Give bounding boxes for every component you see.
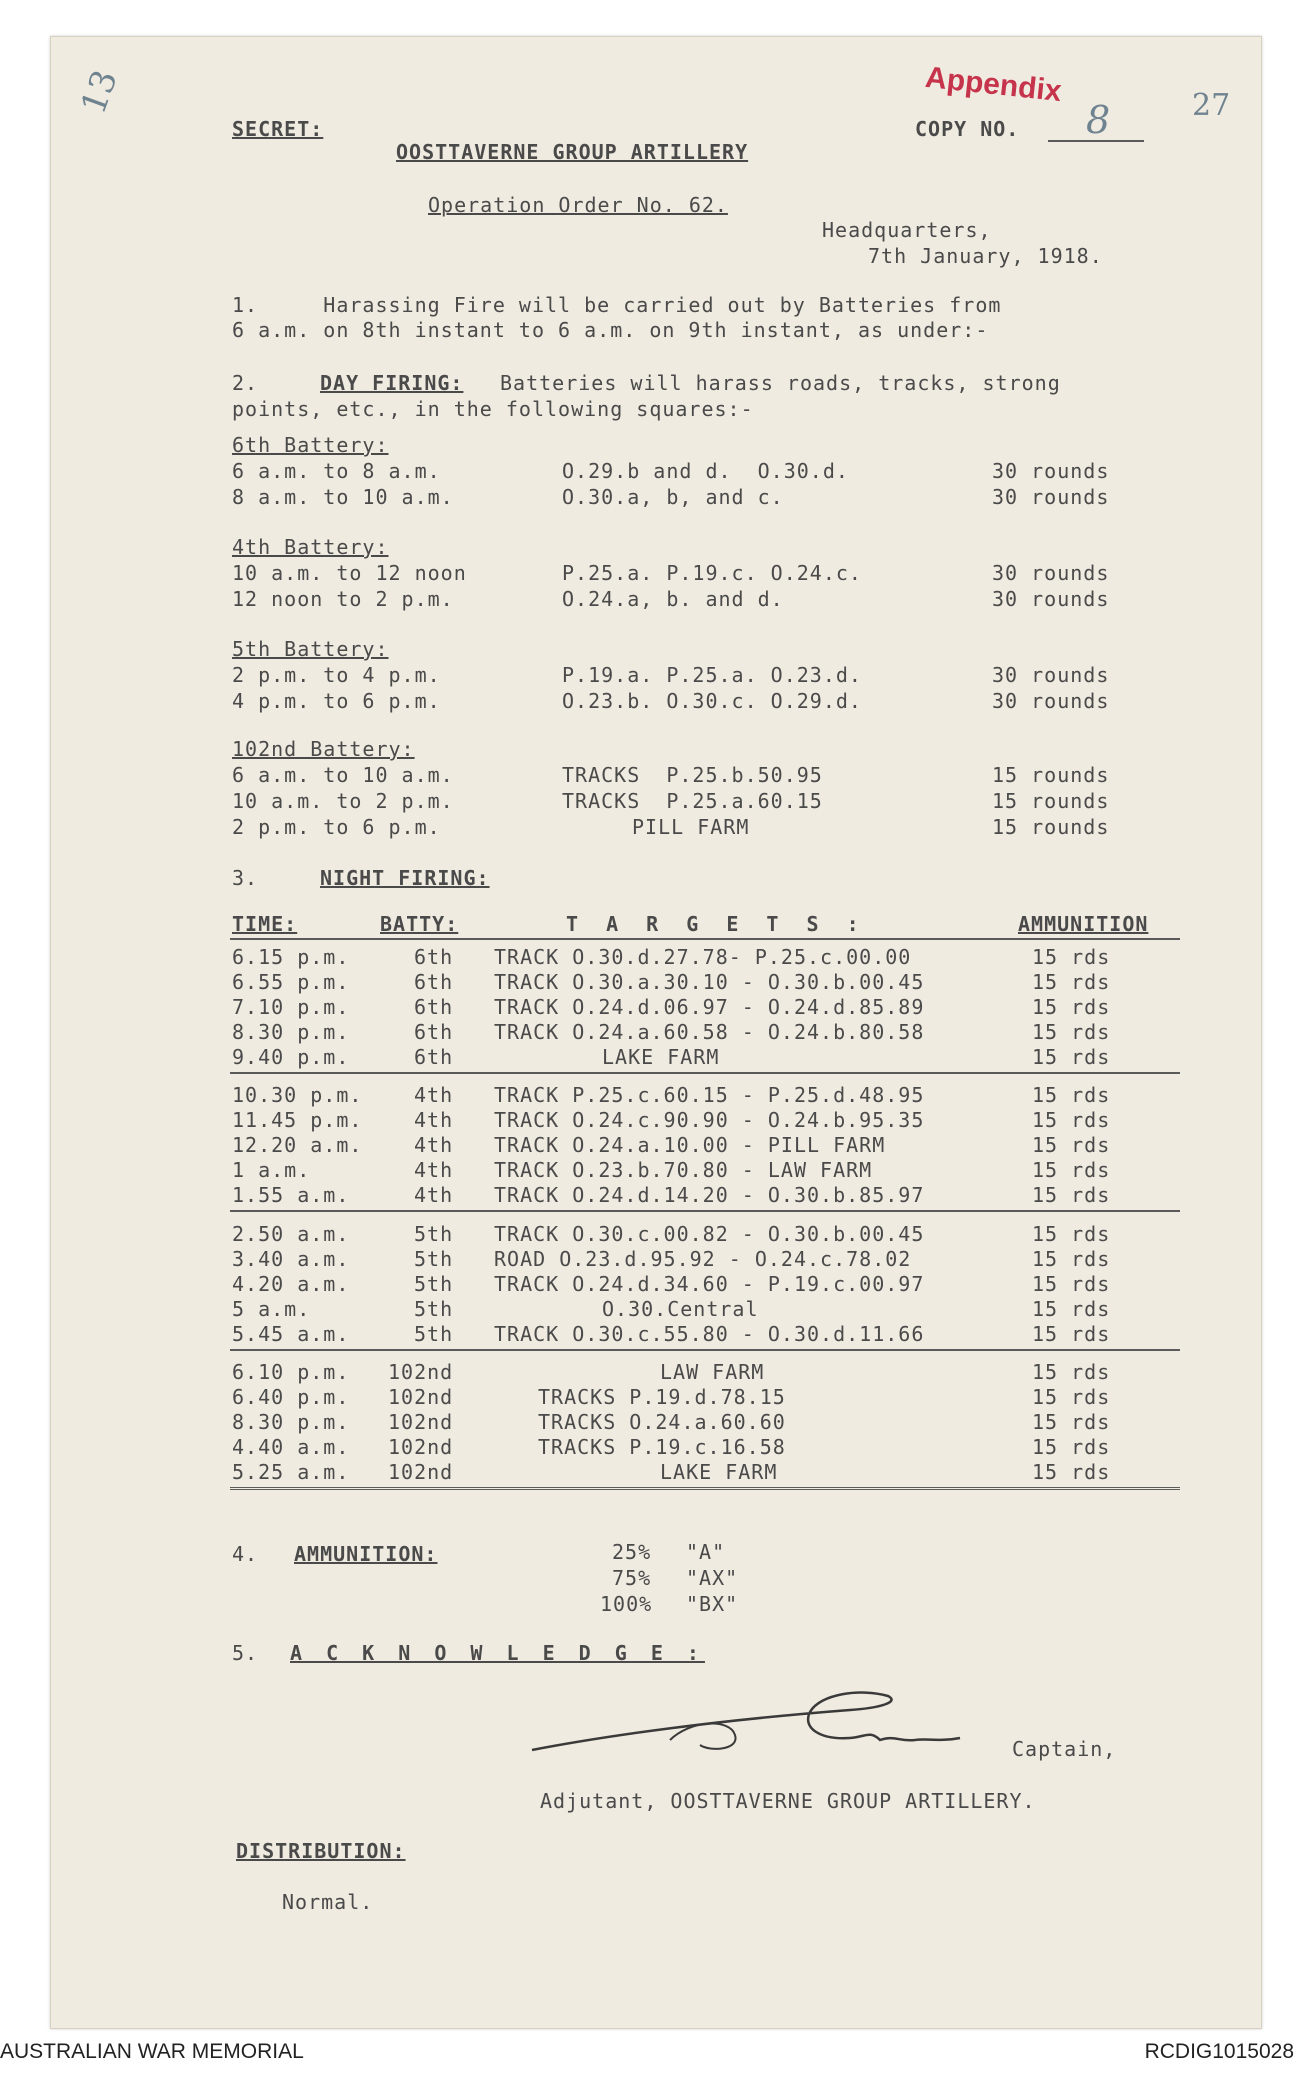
day-firing-row: [232, 763, 1132, 789]
battery-heading: 4th Battery:: [232, 535, 389, 559]
night-firing-row: [232, 1297, 1132, 1323]
night-time: 5.25 a.m.: [232, 1460, 350, 1484]
copy-number: 8: [1086, 98, 1111, 142]
day-squares: PILL FARM: [632, 815, 750, 839]
night-time: 12.20 a.m.: [232, 1133, 363, 1157]
ammo-percent: 25%: [612, 1540, 652, 1564]
day-rounds: 15 rounds: [992, 789, 1110, 813]
night-ammo: 15 rds: [1032, 970, 1111, 994]
night-battery: 5th: [414, 1297, 454, 1321]
night-firing-row: [232, 1460, 1132, 1486]
night-battery: 4th: [414, 1183, 454, 1207]
night-firing-row: [232, 1020, 1132, 1046]
day-squares: O.23.b. O.30.c. O.29.d.: [562, 689, 862, 713]
battery-heading: 102nd Battery:: [232, 737, 415, 761]
night-time: 10.30 p.m.: [232, 1083, 363, 1107]
document-title: OOSTTAVERNE GROUP ARTILLERY: [396, 140, 749, 164]
para2-line1: Batteries will harass roads, tracks, strong: [500, 371, 1061, 395]
acknowledge-heading: A C K N O W L E D G E :: [290, 1641, 705, 1665]
day-squares: TRACKS P.25.b.50.95: [562, 763, 823, 787]
night-firing-row: [232, 1222, 1132, 1248]
night-target: TRACK P.25.c.60.15 - P.25.d.48.95: [494, 1083, 925, 1107]
night-firing-row: [232, 1133, 1132, 1159]
night-battery: 6th: [414, 1020, 454, 1044]
day-rounds: 30 rounds: [992, 663, 1110, 687]
day-squares: O.29.b and d. O.30.d.: [562, 459, 849, 483]
night-time: 6.55 p.m.: [232, 970, 350, 994]
night-battery: 6th: [414, 970, 454, 994]
secret-label: SECRET:: [232, 117, 324, 141]
hq-label: Headquarters,: [822, 218, 992, 242]
night-ammo: 15 rds: [1032, 1108, 1111, 1132]
night-firing-row: [232, 1385, 1132, 1411]
day-squares: O.30.a, b, and c.: [562, 485, 784, 509]
night-target: TRACK O.24.d.06.97 - O.24.d.85.89: [494, 995, 925, 1019]
day-firing-row: [232, 459, 1132, 485]
night-ammo: 15 rds: [1032, 1272, 1111, 1296]
night-time: 11.45 p.m.: [232, 1108, 363, 1132]
night-ammo: 15 rds: [1032, 1435, 1111, 1459]
day-time: 10 a.m. to 2 p.m.: [232, 789, 454, 813]
para1-line2: 6 a.m. on 8th instant to 6 a.m. on 9th instant, as under:-: [232, 318, 989, 342]
night-target: LAW FARM: [660, 1360, 765, 1384]
group-separator: [230, 1210, 1180, 1212]
para2-number: 2.: [232, 371, 259, 395]
distribution-heading: DISTRIBUTION:: [236, 1839, 406, 1863]
day-rounds: 30 rounds: [992, 587, 1110, 611]
night-target: LAKE FARM: [660, 1460, 778, 1484]
night-time: 6.15 p.m.: [232, 945, 350, 969]
day-rounds: 15 rounds: [992, 815, 1110, 839]
group-separator: [230, 1072, 1180, 1074]
day-firing-row: [232, 663, 1132, 689]
night-firing-row: [232, 970, 1132, 996]
night-ammo: 15 rds: [1032, 1297, 1111, 1321]
night-ammo: 15 rds: [1032, 1247, 1111, 1271]
night-ammo: 15 rds: [1032, 1020, 1111, 1044]
night-firing-row: [232, 1360, 1132, 1386]
day-firing-row: [232, 485, 1132, 511]
night-firing-row: [232, 1322, 1132, 1348]
para5-number: 5.: [232, 1641, 259, 1665]
night-firing-row: [232, 1410, 1132, 1436]
group-separator: [230, 1349, 1180, 1351]
night-ammo: 15 rds: [1032, 1460, 1111, 1484]
footer-left: AUSTRALIAN WAR MEMORIAL: [0, 2040, 304, 2063]
night-target: ROAD O.23.d.95.92 - O.24.c.78.02: [494, 1247, 912, 1271]
night-battery: 5th: [414, 1247, 454, 1271]
night-target: TRACK O.24.d.34.60 - P.19.c.00.97: [494, 1272, 925, 1296]
night-time: 7.10 p.m.: [232, 995, 350, 1019]
day-rounds: 30 rounds: [992, 485, 1110, 509]
night-target: LAKE FARM: [602, 1045, 720, 1069]
night-battery: 102nd: [388, 1410, 454, 1434]
para2-line2: points, etc., in the following squares:-: [232, 397, 754, 421]
day-time: 10 a.m. to 12 noon: [232, 561, 467, 585]
day-time: 8 a.m. to 10 a.m.: [232, 485, 454, 509]
night-time: 5 a.m.: [232, 1297, 311, 1321]
signature-position: Adjutant, OOSTTAVERNE GROUP ARTILLERY.: [540, 1789, 1036, 1813]
ammunition-heading: AMMUNITION:: [294, 1542, 438, 1566]
night-ammo: 15 rds: [1032, 1133, 1111, 1157]
day-firing-row: [232, 815, 1132, 841]
day-time: 2 p.m. to 4 p.m.: [232, 663, 441, 687]
para3-number: 3.: [232, 866, 259, 890]
night-firing-row: [232, 1108, 1132, 1134]
night-battery: 4th: [414, 1133, 454, 1157]
group-separator: [230, 1487, 1180, 1490]
col-time: TIME:: [232, 912, 298, 936]
battery-heading: 5th Battery:: [232, 637, 389, 661]
night-time: 4.20 a.m.: [232, 1272, 350, 1296]
footer-right: RCDIG1015028: [1144, 2040, 1294, 2063]
night-firing-row: [232, 945, 1132, 971]
night-ammo: 15 rds: [1032, 1083, 1111, 1107]
night-time: 1 a.m.: [232, 1158, 311, 1182]
night-header-rule: [230, 938, 1180, 940]
ammo-type: "BX": [686, 1592, 739, 1616]
night-battery: 6th: [414, 945, 454, 969]
night-battery: 5th: [414, 1272, 454, 1296]
night-time: 6.10 p.m.: [232, 1360, 350, 1384]
night-target: TRACKS O.24.a.60.60: [538, 1410, 786, 1434]
night-ammo: 15 rds: [1032, 1360, 1111, 1384]
night-battery: 5th: [414, 1222, 454, 1246]
day-firing-row: [232, 587, 1132, 613]
day-time: 6 a.m. to 8 a.m.: [232, 459, 441, 483]
night-time: 3.40 a.m.: [232, 1247, 350, 1271]
para4-number: 4.: [232, 1542, 259, 1566]
col-batty: BATTY:: [380, 912, 459, 936]
night-ammo: 15 rds: [1032, 1222, 1111, 1246]
night-battery: 6th: [414, 1045, 454, 1069]
day-firing-row: [232, 689, 1132, 715]
night-firing-row: [232, 1158, 1132, 1184]
night-ammo: 15 rds: [1032, 1183, 1111, 1207]
night-ammo: 15 rds: [1032, 1322, 1111, 1346]
night-target: TRACK O.24.d.14.20 - O.30.b.85.97: [494, 1183, 925, 1207]
night-firing-row: [232, 1272, 1132, 1298]
night-time: 1.55 a.m.: [232, 1183, 350, 1207]
night-ammo: 15 rds: [1032, 1158, 1111, 1182]
night-battery: 102nd: [388, 1385, 454, 1409]
night-target: TRACK O.30.c.00.82 - O.30.b.00.45: [494, 1222, 925, 1246]
night-target: TRACK O.23.b.70.80 - LAW FARM: [494, 1158, 873, 1182]
battery-heading: 6th Battery:: [232, 433, 389, 457]
night-time: 6.40 p.m.: [232, 1385, 350, 1409]
day-squares: P.19.a. P.25.a. O.23.d.: [562, 663, 862, 687]
day-squares: TRACKS P.25.a.60.15: [562, 789, 823, 813]
ammo-percent: 75%: [612, 1566, 652, 1590]
night-target: TRACK O.24.c.90.90 - O.24.b.95.35: [494, 1108, 925, 1132]
night-time: 8.30 p.m.: [232, 1410, 350, 1434]
page-number-left: 13: [73, 64, 126, 120]
night-target: TRACK O.24.a.10.00 - PILL FARM: [494, 1133, 886, 1157]
day-rounds: 15 rounds: [992, 763, 1110, 787]
day-firing-row: [232, 789, 1132, 815]
night-target: TRACKS P.19.d.78.15: [538, 1385, 786, 1409]
night-battery: 5th: [414, 1322, 454, 1346]
night-battery: 4th: [414, 1108, 454, 1132]
day-rounds: 30 rounds: [992, 561, 1110, 585]
ammo-type: "AX": [686, 1566, 739, 1590]
night-ammo: 15 rds: [1032, 945, 1111, 969]
signature: [520, 1680, 1020, 1770]
night-time: 9.40 p.m.: [232, 1045, 350, 1069]
night-firing-row: [232, 1045, 1132, 1071]
day-firing-row: [232, 561, 1132, 587]
night-battery: 6th: [414, 995, 454, 1019]
night-target: O.30.Central: [602, 1297, 759, 1321]
page-number-right: 27: [1192, 88, 1231, 123]
night-ammo: 15 rds: [1032, 1385, 1111, 1409]
day-squares: O.24.a, b. and d.: [562, 587, 784, 611]
night-target: TRACK O.30.c.55.80 - O.30.d.11.66: [494, 1322, 925, 1346]
night-target: TRACK O.30.d.27.78- P.25.c.00.00: [494, 945, 912, 969]
night-target: TRACK O.30.a.30.10 - O.30.b.00.45: [494, 970, 925, 994]
night-time: 5.45 a.m.: [232, 1322, 350, 1346]
night-ammo: 15 rds: [1032, 995, 1111, 1019]
night-ammo: 15 rds: [1032, 1045, 1111, 1069]
night-target: TRACK O.24.a.60.58 - O.24.b.80.58: [494, 1020, 925, 1044]
night-firing-row: [232, 995, 1132, 1021]
night-time: 2.50 a.m.: [232, 1222, 350, 1246]
day-time: 6 a.m. to 10 a.m.: [232, 763, 454, 787]
day-rounds: 30 rounds: [992, 689, 1110, 713]
night-battery: 102nd: [388, 1360, 454, 1384]
night-firing-row: [232, 1183, 1132, 1209]
night-time: 8.30 p.m.: [232, 1020, 350, 1044]
day-time: 2 p.m. to 6 p.m.: [232, 815, 441, 839]
appendix-stamp: Appendix: [923, 60, 1064, 109]
ammo-percent: 100%: [600, 1592, 653, 1616]
night-target: TRACKS P.19.c.16.58: [538, 1435, 786, 1459]
night-time: 4.40 a.m.: [232, 1435, 350, 1459]
distribution-value: Normal.: [282, 1890, 374, 1914]
night-firing-row: [232, 1435, 1132, 1461]
order-date: 7th January, 1918.: [868, 244, 1103, 268]
night-ammo: 15 rds: [1032, 1410, 1111, 1434]
night-firing-row: [232, 1247, 1132, 1273]
col-ammunition: AMMUNITION: [1018, 912, 1149, 936]
col-targets: T A R G E T S :: [566, 912, 867, 936]
night-firing-row: [232, 1083, 1132, 1109]
day-time: 12 noon to 2 p.m.: [232, 587, 454, 611]
day-rounds: 30 rounds: [992, 459, 1110, 483]
order-number: Operation Order No. 62.: [428, 193, 728, 217]
copy-label: COPY NO.: [915, 117, 1020, 141]
ammo-type: "A": [686, 1540, 726, 1564]
day-firing-heading: DAY FIRING:: [320, 371, 464, 395]
night-firing-heading: NIGHT FIRING:: [320, 866, 490, 890]
signature-rank: Captain,: [1012, 1737, 1117, 1761]
day-time: 4 p.m. to 6 p.m.: [232, 689, 441, 713]
night-battery: 4th: [414, 1083, 454, 1107]
night-battery: 102nd: [388, 1435, 454, 1459]
day-squares: P.25.a. P.19.c. O.24.c.: [562, 561, 862, 585]
night-battery: 4th: [414, 1158, 454, 1182]
para1-line1: 1. Harassing Fire will be carried out by Batteries from: [232, 293, 1002, 317]
night-battery: 102nd: [388, 1460, 454, 1484]
